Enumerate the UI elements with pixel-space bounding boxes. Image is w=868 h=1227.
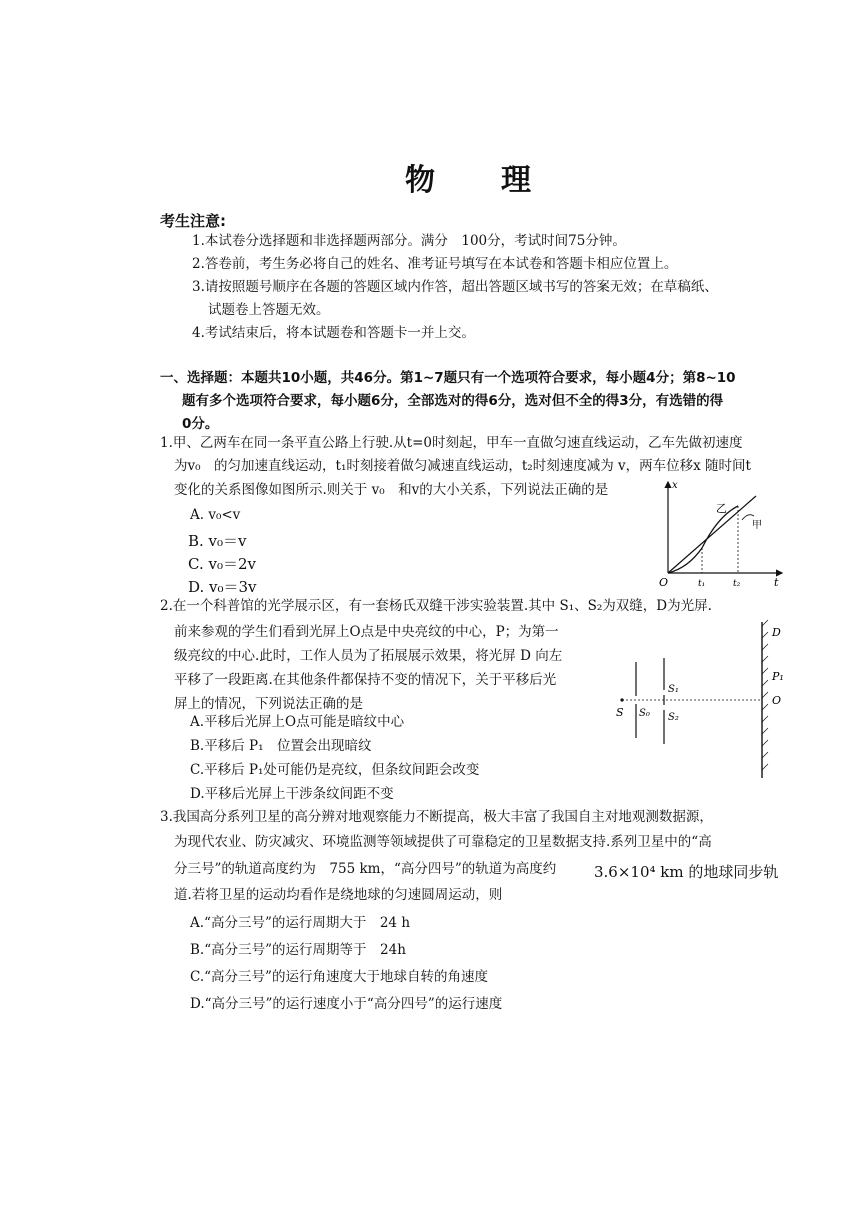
notice-item: 3.请按照题号顺序在各题的答题区域内作答，超出答题区域书写的答案无效；在草稿纸、 <box>192 279 718 295</box>
q3-option-a: A.“高分三号”的运行周期大于 24 h <box>190 915 411 931</box>
origin-label: O <box>659 576 669 589</box>
t-axis-label: t <box>774 576 779 589</box>
s2-label: S₂ <box>668 712 679 723</box>
q2-stem: 级亮纹的中心.此时，工作人员为了拓展展示效果，将光屏 D 向左 <box>174 648 563 664</box>
q1-stem: 为v₀ 的匀加速直线运动，t₁时刻接着做匀减速直线运动，t₂时刻速度减为 v，两车位移x 随时间t <box>174 458 751 474</box>
t1-label: t₁ <box>698 579 706 589</box>
source-point <box>620 698 623 701</box>
jia-label: 甲 <box>752 520 762 531</box>
q3-stem: 为现代农业、防灾减灾、环境监测等领域提供了可靠稳定的卫星数据支持.系列卫星中的“高 <box>174 834 712 850</box>
q2-stem: 屏上的情况，下列说法正确的是 <box>174 696 363 712</box>
q1-stem: 1.甲、乙两车在同一条平直公路上行驶.从t=0时刻起，甲车一直做匀速直线运动，乙车先做初速度 <box>160 435 743 451</box>
q2-stem: 前来参观的学生们看到光屏上O点是中央亮纹的中心，P；为第一 <box>174 624 559 640</box>
q2-option-c: C.平移后 P₁处可能仍是亮纹，但条纹间距会改变 <box>190 762 480 778</box>
notice-item: 试题卷上答题无效。 <box>208 302 330 318</box>
q2-option-b: B.平移后 P₁ 位置会出现暗纹 <box>190 738 372 754</box>
q3-option-b: B.“高分三号”的运行周期等于 24h <box>190 942 406 958</box>
jia-line <box>668 496 756 573</box>
q3-option-c: C.“高分三号”的运行角速度大于地球自转的角速度 <box>190 969 488 985</box>
q2-stem: 2.在一个科普馆的光学展示区，有一套杨氏双缝干涉实验装置.其中 S₁、S₂为双缝，D为光屏. <box>160 598 712 614</box>
q1-option-d: D. v₀＝3v <box>188 578 257 596</box>
s0-label: S₀ <box>639 708 650 719</box>
q3-stem: 分三号”的轨道高度约为 755 km，“高分四号”的轨道为高度约 <box>174 861 557 877</box>
q3-stem: 道.若将卫星的运动均看作是绕地球的匀速圆周运动，则 <box>174 887 503 903</box>
page-title: 物 理 <box>405 163 533 198</box>
q3-stem: 3.我国高分系列卫星的高分辨对地观察能力不断提高，极大丰富了我国自主对地观测数据源， <box>160 809 713 825</box>
q2-option-a: A.平移后光屏上O点可能是暗纹中心 <box>190 714 405 730</box>
o-label: O <box>772 694 782 707</box>
q3-stem-tail: 3.6×10⁴ km 的地球同步轨 <box>594 863 779 881</box>
x-axis-label: x <box>672 480 678 491</box>
q1-stem: 变化的关系图像如图所示.则关于 v₀ 和v的大小关系，下列说法正确的是 <box>174 482 609 498</box>
d-label: D <box>772 626 781 639</box>
notice-item: 4.考试结束后，将本试题卷和答题卡一并上交。 <box>192 325 475 341</box>
section-heading-line: 题有多个选项符合要求，每小题6分，全部选对的得6分，选对但不全的得3分，有选错的得 <box>182 393 724 409</box>
q1-option-b: B. v₀＝v <box>188 532 247 550</box>
yi-curve <box>668 506 738 573</box>
q1-option-a: A. v₀<v <box>190 507 241 523</box>
s-label: S <box>616 706 624 719</box>
yi-label: 乙 <box>716 502 727 515</box>
q3-option-d: D.“高分三号”的运行速度小于“高分四号”的运行速度 <box>190 996 503 1012</box>
s1-label: S₁ <box>668 684 679 695</box>
q1-xt-graph <box>650 476 790 592</box>
q2-stem: 平移了一段距离.在其他条件都保持不变的情况下，关于平移后光 <box>174 672 557 688</box>
q2-double-slit-diagram <box>612 618 792 784</box>
t2-label: t₂ <box>733 579 741 589</box>
notice-heading: 考生注意: <box>160 212 226 230</box>
section-heading-line: 0分。 <box>182 416 219 432</box>
q1-option-c: C. v₀＝2v <box>188 555 256 573</box>
q2-option-d: D.平移后光屏上干涉条纹间距不变 <box>190 786 394 802</box>
notice-item: 1.本试卷分选择题和非选择题两部分。满分 100分，考试时间75分钟。 <box>192 233 626 249</box>
notice-item: 2.答卷前，考生务必将自己的姓名、准考证号填写在本试卷和答题卡相应位置上。 <box>192 256 678 272</box>
section-heading: 一、选择题：本题共10小题，共46分。第1~7题只有一个选项符合要求，每小题4分；第8~10 <box>160 370 736 386</box>
p1-label: P₁ <box>772 670 784 683</box>
